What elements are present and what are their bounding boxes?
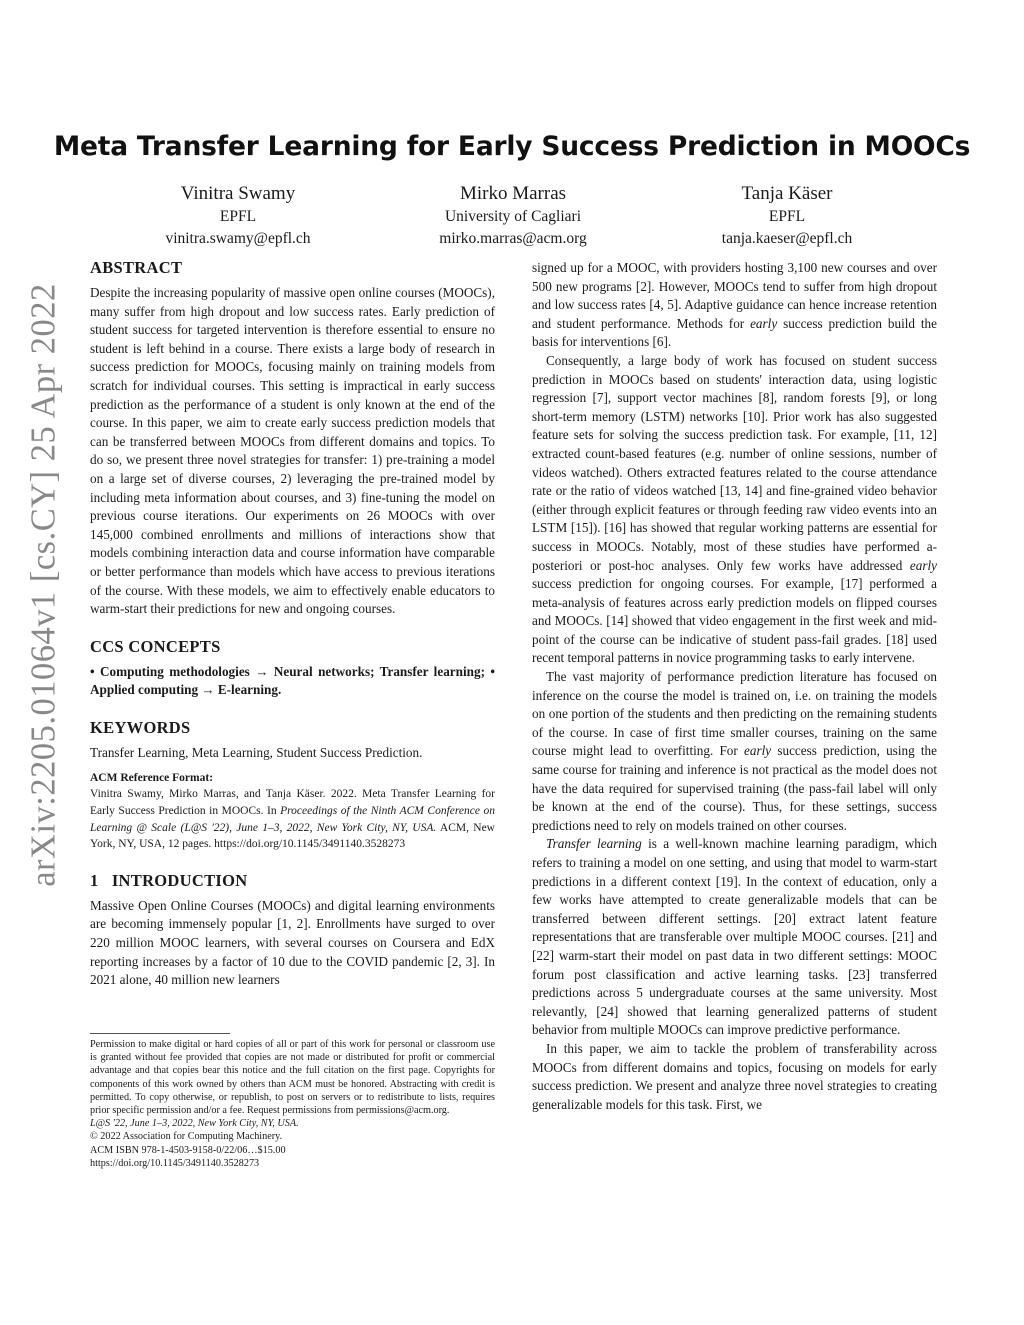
emphasis: early (744, 743, 772, 759)
footnote-isbn: ACM ISBN 978-1-4503-9158-0/22/06…$15.00 (90, 1144, 286, 1156)
copyright-footnote (90, 1033, 495, 1170)
author-name: Tanja Käser (741, 183, 833, 204)
footnote-copyright: © 2022 Association for Computing Machinery. (90, 1131, 283, 1143)
intro-paragraph-5: In this paper, we aim to tackle the problem of transferability across MOOCs from different domains and topics, focusing on models for early success prediction. We present and analyze three novel strategies to creating generalizable models for this task. First, we (532, 1040, 937, 1112)
right-column (532, 259, 937, 1114)
author-email: mirko.marras@acm.org (439, 230, 587, 247)
footnote-divider (90, 1033, 230, 1034)
text-run: The vast majority of performance prediction literature has focused on inference on the course the model is trained on, i.e. on training the models on one portion of the students and then predicting on the remaining students of the course. In case of first time smaller courses, training on the same course might lead to overfitting. For (532, 669, 937, 759)
author-2 (393, 182, 633, 250)
emphasis: early (909, 557, 937, 573)
author-affiliation: University of Cagliari (444, 208, 582, 225)
footnote-venue: L@S '22, June 1–3, 2022, New York City, NY, USA. (90, 1118, 299, 1130)
paper-title: Meta Transfer Learning for Early Success Prediction in MOOCs (53, 131, 971, 162)
author-affiliation: EPFL (219, 208, 257, 225)
abstract-text: Despite the increasing popularity of massive open online courses (MOOCs), many suffer from high dropout and low success rates. Early prediction of student success for targeted intervention is therefore essential to ensure no student is left behind in a course. There exists a large body of research in success prediction for MOOCs, focusing mainly on training models from scratch for individual courses. This setting is impractical in early success prediction as the performance of a student is only known at the end of the course. In this paper, we aim to create early success prediction models that can be transferred between MOOCs from different domains and topics. To do so, we present three novel strategies for transfer: 1) pre-training a model on a large set of diverse courses, 2) leveraging the pre-trained model by including meta information about courses, and 3) fine-tuning the model on previous course iterations. Our experiments on 26 MOOCs with over 145,000 combined enrollments and millions of interactions show that models combining interaction data and course information have comparable or better performance than models which have access to previous iterations of the course. With these models, we aim to effectively enable educators to warm-start their predictions for new and ongoing courses. (90, 285, 495, 617)
intro-heading: 1 INTRODUCTION (90, 870, 248, 890)
acm-reference-text (90, 786, 495, 852)
footnote-doi: https://doi.org/10.1145/3491140.3528273 (90, 1157, 260, 1169)
intro-paragraph-2 (532, 352, 937, 668)
abstract-heading: ABSTRACT (90, 258, 183, 277)
text-run: signed up for a MOOC, with providers hosting 3,100 new courses and over 500 new programs [2]. However, MOOCs tend to suffer from high dropout and low success rates [4, 5]. Adaptive guidance can hence increase retention and student performance. Methods for (532, 260, 937, 331)
author-email: vinitra.swamy@epfl.ch (165, 230, 311, 247)
intro-paragraph-3 (532, 668, 937, 835)
keywords-text: Transfer Learning, Meta Learning, Student Success Prediction. (90, 744, 423, 760)
text-run: success prediction build the basis for interventions [6]. (532, 315, 938, 350)
acm-reference-venue: Proceedings of the Ninth ACM Conference on Learning @ Scale (L@S '22), June 1–3, 2022, New York City, NY, USA. (90, 805, 496, 834)
text-run: success prediction, using the same course for training and inference is not practical as the model does not have the data required for supervised training (the pass-fail label will only be known at the end of the course). Thus, for these settings, success predictions need to rely on models trained on other courses. (532, 743, 937, 833)
emphasis: Transfer learning (546, 836, 642, 852)
arxiv-stamp-text: arXiv:2205.01064v1 [cs.CY] 25 Apr 2022 (24, 283, 63, 887)
text-run: Consequently, a large body of work has focused on student success prediction in MOOCs based on students' interaction data, using logistic regression [7], support vector machines [8], random forests [9], or long short-term memory (LSTM) networks [10]. Prior work has also suggested feature sets for solving the success prediction task. For example, [11, 12] extracted count-based features (e.g. number of online sessions, number of videos watched). Others extracted features related to the course attendance rate or the ratio of videos watched [13, 14] and fine-grained video behavior (either through explicit features or through feeding raw video events into an LSTM [15]). [16] has showed that regular working patterns are essential for success in MOOCs. Notably, most of these studies have performed a-posteriori or post-hoc analyses. Only few works have addressed (532, 352, 937, 573)
keywords-heading: KEYWORDS (90, 717, 191, 737)
intro-paragraph-1: Massive Open Online Courses (MOOCs) and digital learning environments are becoming immensely popular [1, 2]. Enrollments have surged to over 220 million MOOC learners, with several courses on Coursera and EdX reporting increases by a factor of 10 due to the COVID pandemic [2, 3]. In 2021 alone, 40 million new learners (90, 897, 495, 988)
acm-reference-authors: Vinitra Swamy, Mirko Marras, and Tanja Käser. 2022. Meta Transfer Learning for Early Success Prediction in MOOCs. In (90, 788, 495, 818)
author-email: tanja.kaeser@epfl.ch (721, 230, 853, 247)
author-name: Vinitra Swamy (180, 183, 296, 204)
intro-paragraph-4 (532, 835, 937, 1040)
ccs-heading: CCS CONCEPTS (90, 636, 221, 656)
permission-notice: Permission to make digital or hard copies of all or part of this work for personal or classroom use is granted without fee provided that copies are not made or distributed for profit or commercial advantage and that copies bear this notice and the full citation on the first page. Copyrights for components of this work owned by others than ACM must be honored. Abstracting with credit is permitted. To copy otherwise, or republish, to post on servers or to redistribute to lists, requires prior specific permission and/or a fee. Request permissions from permissions@acm.org. (90, 1039, 495, 1117)
acm-reference-rest: ACM, New York, NY, USA, 12 pages. https://doi.org/10.1145/3491140.3528273 (90, 821, 495, 851)
author-3 (667, 182, 907, 250)
ccs-text: • Computing methodologies → Neural networks; Transfer learning; • Applied computing → E-learning. (90, 663, 495, 698)
author-affiliation: EPFL (768, 208, 806, 225)
text-run: success prediction for ongoing courses. For example, [17] performed a meta-analysis of features across early prediction models on flipped courses and MOOCs. [14] showed that video engagement in the first week and mid-point of the course can be indicative of student pass-fail grades. [18] used recent temporal patterns in novice programming tasks to early intervene. (532, 576, 937, 666)
acm-reference-heading: ACM Reference Format: (90, 772, 214, 785)
intro-paragraph-continued (532, 259, 937, 352)
emphasis: early (750, 315, 778, 331)
author-name: Mirko Marras (459, 183, 567, 204)
left-column (90, 258, 495, 990)
author-1 (118, 182, 358, 250)
text-run: is a well-known machine learning paradigm, which refers to training a model on one setting, and using that model to warm-start predictions in a different context [19]. In the context of education, only a few works have attempted to create generalizable models that can be transferred between different settings. [20] extract latent feature representations that are transferable over multiple MOOC courses. [21] and [22] warm-start their model on past data in two different settings: MOOC forum post classification and active learning tasks. [23] transferred predictions across 5 undergraduate courses at the same university. Most relevantly, [24] showed that learning generalized patterns of student behavior from multiple MOOCs can improve predictive performance. (532, 836, 937, 1038)
